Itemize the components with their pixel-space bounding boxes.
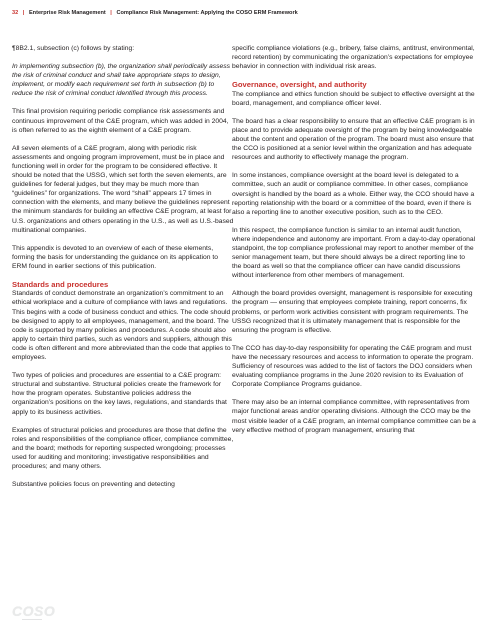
body-paragraph: Examples of structural policies and procedures are those that define the roles and responsibilities of the compliance officer, compliance committee, and the board; methods for reporting suspected wrongdoing; processes used for auditing and monitoring; investigative responsibilities and procedures; and many others. [12,426,234,470]
logo-wordmark: COSO [12,603,56,619]
section-title: Compliance Risk Management: Applying the COSO ERM Framework [116,10,298,16]
body-paragraph: The compliance and ethics function should be subject to effective oversight at the board, management, and compliance officer level. [232,90,475,107]
page-number: 32 [12,10,19,16]
body-paragraph: All seven elements of a C&E program, along with periodic risk assessments and ongoing program improvement, must be in place and functioning well in order for the program to be considered effective. It should be noted that the USSG, which set forth the seven elements, are guidelines for federal judges, but they may be much more than “guidelines” for organizations. The word “shall” appears 17 times in connection with the elements, and many believe the guidelines represent the minimum standards for building an effective C&E program, at least for U.S. organizations and others operating in the U.S., as well as U.S.-based multinational companies. [12,144,234,234]
body-paragraph: The board has a clear responsibility to ensure that an effective C&E program is in place and to provide adequate oversight of the program by being knowledgeable about the content and operation of the program. The board must also ensure that the CCO is positioned at a senior level within the organization and has adequate resources and authority to effectively manage the program. [232,117,475,162]
header-separator: | [22,10,25,16]
left-column [12,44,234,498]
coso-logo [12,603,56,624]
body-paragraph: Standards of conduct demonstrate an organization’s commitment to an ethical workplace and a culture of compliance with laws and regulations. This begins with a code of business conduct and ethics. The code should be designed to apply to all employees, management, and the board. The code is supported by many policies and procedures. A code should also apply to certain third parties, such as vendors and suppliers, although this code is often different and more abbreviated than the code that applies to employees. [12,290,232,362]
body-paragraph: ¶8B2.1, subsection (c) follows by stating: [12,45,135,52]
body-paragraph: The CCO has day-to-day responsibility for operating the C&E program and must have the necessary resources and access to information to operate the program. Sufficiency of resources was added to the list of factors the DOJ considers when evaluating compliance programs in the June 2020 revision to its Evaluation of Corporate Compliance Programs guidance. [232,344,474,389]
body-paragraph: This final provision requiring periodic compliance risk assessments and continuous improvement of the C&E program, which was added in 2004, is often referred to as the eighth element of a C&E program. [12,108,229,134]
logo-tagline-mark [22,618,42,621]
section-heading: Governance, oversight, and authority [232,80,367,90]
quoted-guideline: In implementing subsection (b), the organization shall periodically assess the risk of criminal conduct and shall take appropriate steps to design, implement, or modify each requirement set forth in subsection (b) to reduce the risk of criminal conduct identified through this process. [12,63,230,98]
body-paragraph: This appendix is devoted to an overview of each of these elements, forming the basis for understanding the guidance on its application to ERM found in earlier sections of this publication. [12,244,219,270]
document-title: Enterprise Risk Management [28,10,106,16]
body-paragraph: Although the board provides oversight, management is responsible for executing the program — ensuring that employees complete training, report concerns, fix problems, or perform work activities consistent with program requirements. The USSG recognized that it is ultimately management that is responsible for the ensuring the program is effective. [232,290,473,334]
page-header [12,10,482,24]
body-paragraph: In some instances, compliance oversight at the board level is delegated to a committee, such an audit or compliance committee. In other cases, compliance oversight is handled by the board as a whole. Either way, the CCO should have a reporting relationship with the board or a committee of the board, even if there is also a reporting line to another executive position, such as to the CEO. [232,172,475,216]
body-paragraph: In this respect, the compliance function is similar to an internal audit function, where independence and autonomy are important. From a day-to-day operational standpoint, the top compliance professional may report to another member of the senior management team, but there should always be a direct reporting line to the board as well so that the compliance officer can have candid discussions without interference from other members of management. [232,226,476,280]
section-heading: Standards and procedures [12,279,109,289]
body-paragraph: specific compliance violations (e.g., bribery, false claims, antitrust, environmental, record retention) by communicating the organization’s expectations for employee behavior in connection with individual risk areas. [232,45,475,71]
body-paragraph: There may also be an internal compliance committee, with representatives from major functional areas and/or operating divisions. Although the CCO may be the most visible leader of a C&E program, an internal compliance committee can be a very effective method of program management, ensuring that [232,399,476,434]
body-paragraph: Two types of policies and procedures are essential to a C&E program: structural and substantive. Structural policies create the framework for how the program operates. Substantive policies address the organization’s positions on the key laws, regulations, and standards that apply to its business activities. [12,372,227,416]
right-column [232,44,476,444]
header-separator: | [110,10,112,16]
body-paragraph: Substantive policies focus on preventing and detecting [12,481,175,489]
